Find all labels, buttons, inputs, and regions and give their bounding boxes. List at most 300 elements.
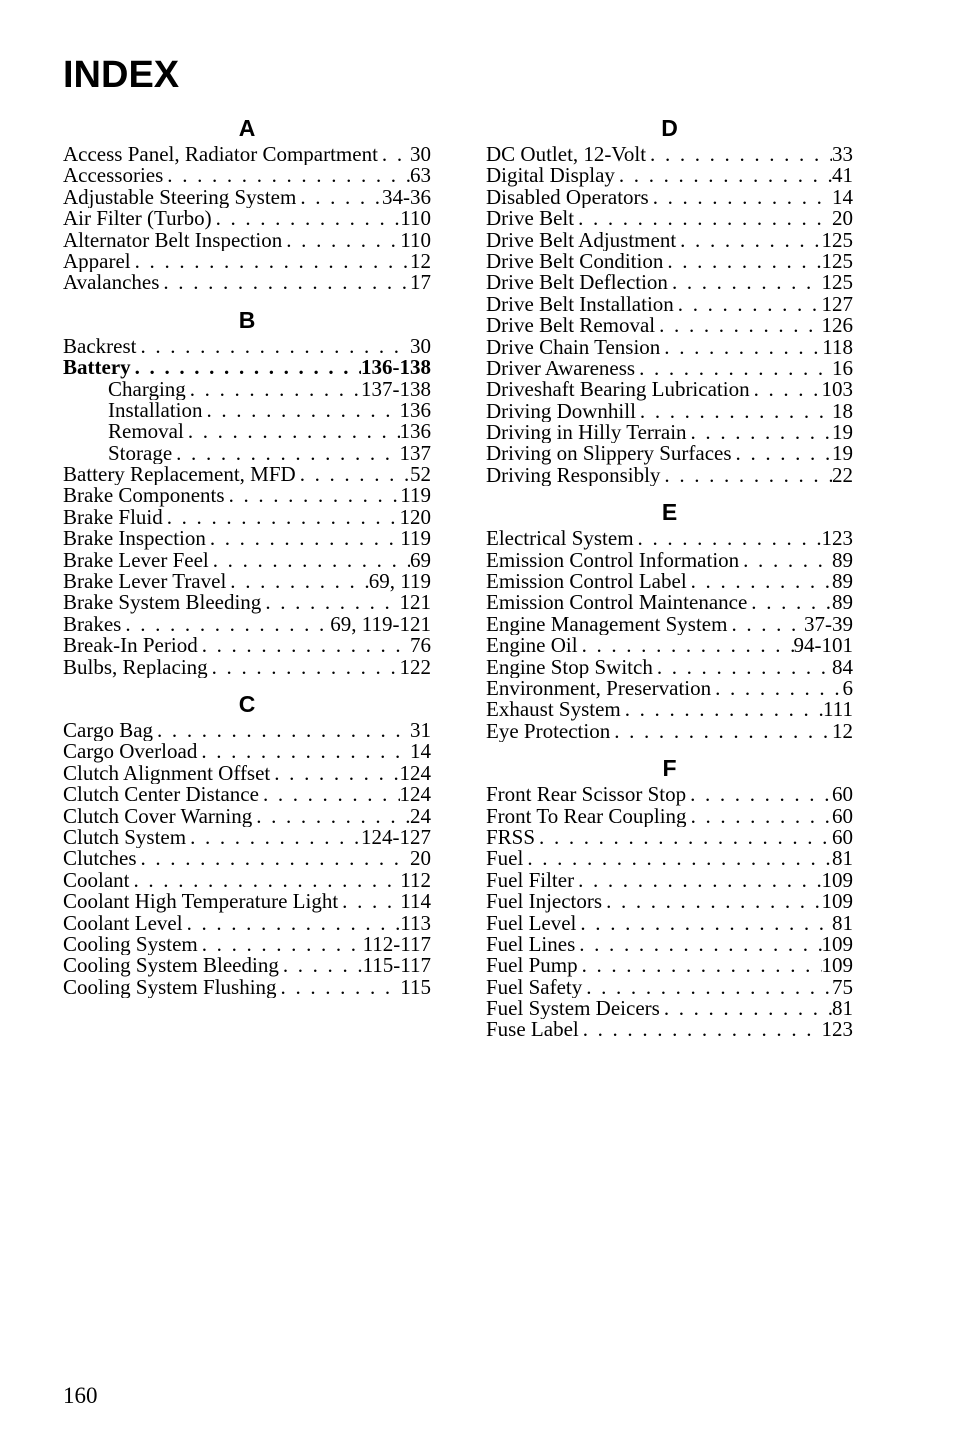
index-entry: [486, 337, 853, 358]
dot-leader: [197, 741, 410, 762]
dot-leader: [576, 913, 832, 934]
dot-leader: [261, 592, 399, 613]
dot-leader: [687, 422, 832, 443]
entry-term: Installation: [108, 399, 203, 422]
dot-leader: [660, 465, 832, 486]
entry-term: Break-In Period: [63, 635, 198, 657]
entry-page: 12: [832, 720, 853, 743]
entry-page: 125: [821, 250, 853, 273]
index-entry: [486, 315, 853, 336]
entry-page: 109: [821, 891, 853, 913]
entry-page: 69: [410, 549, 431, 572]
entry-term: Drive Belt Installation: [486, 293, 674, 316]
entry-term: Fuel Pump: [486, 955, 578, 977]
index-entry: [63, 464, 431, 485]
entry-term: Disabled Operators: [486, 186, 649, 209]
entry-term: Driveshaft Bearing Lubrication: [486, 379, 750, 401]
dot-leader: [338, 891, 400, 912]
index-entry: [63, 657, 431, 678]
index-entry: [63, 784, 431, 805]
dot-leader: [578, 635, 794, 656]
index-entry: [63, 934, 431, 955]
entry-page: 125: [821, 229, 853, 251]
entry-term: Brake Inspection: [63, 528, 206, 550]
entry-page: 17: [410, 272, 431, 294]
entry-page: 124: [399, 784, 431, 806]
index-subentry: [63, 443, 431, 464]
section-letter: D: [661, 115, 678, 141]
entry-page: 18: [832, 400, 853, 423]
entry-term: Avalanches: [63, 272, 160, 294]
entry-page: 136-138: [361, 357, 431, 379]
index-entry: [486, 913, 853, 934]
entry-page: 121: [399, 592, 431, 614]
entry-page: 69, 119: [368, 571, 431, 593]
index-entry: [486, 784, 853, 805]
dot-leader: [750, 379, 822, 400]
dot-leader: [184, 421, 400, 442]
index-section: [486, 494, 853, 742]
index-entry: [486, 187, 853, 208]
dot-leader: [279, 955, 363, 976]
index-entry: [63, 635, 431, 656]
dot-leader: [732, 443, 832, 464]
index-entry: [63, 913, 431, 934]
dot-leader: [186, 827, 361, 848]
entry-page: 14: [410, 741, 431, 763]
dot-leader: [686, 784, 832, 805]
page-title: INDEX: [63, 54, 180, 96]
entry-term: Eye Protection: [486, 720, 611, 743]
index-entry: [486, 571, 853, 592]
dot-leader: [579, 1019, 822, 1040]
entry-page: 137-138: [361, 378, 431, 400]
index-subentry: [63, 421, 431, 442]
entry-page: 118: [822, 336, 853, 358]
dot-leader: [270, 763, 399, 784]
entry-term: Drive Belt: [486, 208, 575, 230]
entry-term: DC Outlet, 12-Volt: [486, 144, 647, 166]
entry-page: 89: [832, 549, 853, 572]
entry-page: 112-117: [362, 933, 431, 956]
dot-leader: [711, 678, 842, 699]
dot-leader: [578, 955, 822, 976]
dot-leader: [163, 165, 410, 186]
dot-leader: [186, 379, 361, 400]
dot-leader: [212, 208, 401, 229]
dot-leader: [208, 657, 400, 678]
index-entry: [486, 230, 853, 251]
entry-term: Cargo Overload: [63, 741, 198, 763]
entry-term: Apparel: [63, 250, 131, 273]
entry-page: 89: [832, 592, 853, 614]
entry-page: 41: [832, 165, 853, 187]
dot-leader: [183, 913, 401, 934]
dot-leader: [655, 315, 821, 336]
entry-page: 89: [832, 571, 853, 593]
entry-page: 34-36: [382, 186, 431, 209]
dot-leader: [535, 827, 832, 848]
index-section: [63, 686, 431, 998]
index-entry: [63, 485, 431, 506]
index-entry: [63, 208, 431, 229]
entry-page: 30: [410, 144, 431, 166]
index-entry: [486, 699, 853, 720]
dot-leader: [137, 848, 411, 869]
entry-term: Emission Control Information: [486, 549, 740, 572]
index-entry: [63, 550, 431, 571]
dot-leader: [610, 721, 832, 742]
dot-leader: [634, 528, 822, 549]
entry-page: 103: [821, 379, 853, 401]
entry-term: Coolant High Temperature Light: [63, 891, 339, 913]
entry-term: Fuse Label: [486, 1019, 579, 1041]
index-entry: [63, 870, 431, 891]
index-entry: [486, 443, 853, 464]
index-entry: [486, 827, 853, 848]
dot-leader: [674, 294, 822, 315]
entry-page: 24: [410, 805, 431, 827]
index-entry: [486, 294, 853, 315]
dot-leader: [660, 337, 822, 358]
section-letter: F: [662, 755, 677, 782]
entry-term: Fuel Level: [486, 912, 577, 934]
entry-page: 6: [842, 677, 853, 700]
dot-leader: [621, 699, 823, 720]
index-section: [63, 302, 431, 678]
entry-page: 136: [399, 421, 431, 443]
entry-page: 111: [823, 699, 853, 721]
entry-term: Brake Fluid: [63, 506, 163, 529]
entry-page: 110: [400, 208, 431, 230]
dot-leader: [636, 401, 832, 422]
dot-leader: [574, 870, 821, 891]
entry-page: 81: [832, 912, 853, 934]
entry-term: FRSS: [486, 826, 536, 849]
index-entry: [63, 357, 431, 378]
dot-leader: [635, 358, 832, 379]
entry-term: Front Rear Scissor Stop: [486, 784, 687, 806]
index-entry: [63, 848, 431, 869]
entry-term: Brake Lever Travel: [63, 571, 227, 593]
dot-leader: [202, 400, 399, 421]
entry-term: Front To Rear Coupling: [486, 805, 687, 827]
dot-leader: [602, 891, 821, 912]
entry-term: Brake Components: [63, 485, 225, 507]
dot-leader: [172, 443, 399, 464]
index-column-left: [63, 110, 431, 998]
index-entry: [63, 891, 431, 912]
index-column-right: [486, 110, 853, 1041]
index-entry: [486, 144, 853, 165]
entry-term: Engine Oil: [486, 635, 578, 657]
entry-term: Coolant Level: [63, 912, 183, 934]
entry-page: 136: [399, 399, 431, 422]
entry-page: 137: [399, 442, 431, 465]
entry-page: 33: [832, 144, 853, 166]
entry-page: 75: [832, 976, 853, 999]
dot-leader: [653, 657, 832, 678]
index-entry: [63, 336, 431, 357]
entry-page: 122: [399, 656, 431, 678]
dot-leader: [136, 336, 410, 357]
section-letter: C: [238, 690, 256, 717]
entry-term: Emission Control Label: [486, 571, 687, 593]
index-entry: [486, 614, 853, 635]
index-entry: [486, 401, 853, 422]
section-letter: A: [238, 115, 256, 141]
entry-page: 115: [400, 976, 431, 999]
index-entry: [486, 165, 853, 186]
entry-term: Fuel Safety: [486, 976, 583, 999]
entry-page: 16: [832, 357, 853, 380]
entry-term: Driving in Hilly Terrain: [486, 422, 687, 444]
dot-leader: [130, 870, 401, 891]
index-entry: [486, 998, 853, 1019]
entry-page: 81: [832, 998, 853, 1020]
entry-page: 119: [400, 528, 431, 550]
entry-page: 109: [821, 869, 853, 892]
dot-leader: [615, 165, 832, 186]
entry-page: 120: [399, 506, 431, 529]
index-entry: [63, 806, 431, 827]
entry-page: 60: [832, 784, 853, 806]
dot-leader: [739, 550, 832, 571]
index-entry: [486, 358, 853, 379]
index-entry: [486, 465, 853, 486]
dot-leader: [198, 635, 410, 656]
index-entry: [486, 870, 853, 891]
dot-leader: [668, 272, 822, 293]
index-entry: [486, 550, 853, 571]
entry-term: Driving Downhill: [486, 400, 636, 423]
index-entry: [63, 528, 431, 549]
entry-term: Alternator Belt Inspection: [63, 229, 283, 251]
dot-leader: [663, 251, 821, 272]
dot-leader: [277, 977, 401, 998]
dot-leader: [523, 848, 832, 869]
entry-page: 124: [399, 762, 431, 785]
index-entry: [63, 507, 431, 528]
entry-page: 19: [832, 422, 853, 444]
index-section: [486, 750, 853, 1041]
entry-term: Brakes: [63, 613, 122, 636]
entry-term: Fuel: [486, 848, 524, 870]
index-entry: [486, 1019, 853, 1040]
dot-leader: [296, 464, 410, 485]
entry-page: 119: [400, 485, 431, 507]
entry-page: 84: [832, 656, 853, 678]
entry-page: 20: [410, 848, 431, 870]
entry-term: Driving Responsibly: [486, 464, 661, 487]
entry-term: Brake Lever Feel: [63, 549, 209, 572]
entry-term: Driver Awareness: [486, 357, 636, 380]
entry-term: Fuel Lines: [486, 933, 576, 956]
dot-leader: [163, 507, 400, 528]
entry-page: 114: [400, 891, 431, 913]
index-entry: [486, 592, 853, 613]
entry-page: 115-117: [362, 955, 431, 977]
index-entry: [63, 592, 431, 613]
section-letter: E: [661, 499, 678, 526]
entry-page: 52: [410, 464, 431, 486]
dot-leader: [646, 144, 832, 165]
dot-leader: [378, 144, 410, 165]
entry-page: 31: [410, 719, 431, 742]
entry-term: Bulbs, Replacing: [63, 656, 208, 678]
entry-term: Drive Chain Tension: [486, 336, 661, 358]
entry-term: Exhaust System: [486, 699, 621, 721]
dot-leader: [131, 357, 361, 378]
index-entry: [486, 272, 853, 293]
dot-leader: [282, 230, 400, 251]
entry-term: Clutch System: [63, 826, 187, 849]
dot-leader: [574, 208, 832, 229]
entry-page: 14: [832, 186, 853, 209]
index-entry: [486, 891, 853, 912]
entry-term: Engine Management System: [486, 613, 728, 636]
entry-page: 94-101: [793, 635, 853, 657]
entry-term: Access Panel, Radiator Compartment: [63, 144, 378, 166]
entry-page: 113: [400, 912, 431, 934]
index-entry: [63, 571, 431, 592]
index-entry: [486, 806, 853, 827]
dot-leader: [582, 977, 832, 998]
entry-page: 69, 119-121: [330, 613, 431, 636]
entry-page: 76: [410, 635, 431, 657]
entry-page: 81: [832, 848, 853, 870]
entry-term: Drive Belt Condition: [486, 250, 664, 273]
entry-term: Cooling System Bleeding: [63, 955, 279, 977]
index-subentry: [63, 379, 431, 400]
entry-page: 60: [832, 826, 853, 849]
index-entry: [63, 827, 431, 848]
dot-leader: [159, 272, 410, 293]
dot-leader: [687, 571, 832, 592]
entry-term: Drive Belt Adjustment: [486, 229, 677, 251]
entry-term: Air Filter (Turbo): [63, 208, 212, 230]
index-entry: [63, 977, 431, 998]
index-entry: [486, 934, 853, 955]
index-entry: [486, 848, 853, 869]
index-entry: [63, 763, 431, 784]
entry-term: Drive Belt Removal: [486, 315, 656, 337]
entry-term: Fuel System Deicers: [486, 998, 660, 1020]
entry-term: Drive Belt Deflection: [486, 272, 668, 294]
index-entry: [63, 741, 431, 762]
entry-term: Cooling System: [63, 933, 198, 956]
entry-page: 123: [821, 528, 853, 550]
dot-leader: [131, 251, 410, 272]
index-subentry: [63, 400, 431, 421]
entry-term: Cargo Bag: [63, 719, 154, 742]
entry-page: 125: [821, 272, 853, 294]
entry-term: Digital Display: [486, 165, 615, 187]
index-entry: [486, 208, 853, 229]
entry-term: Clutch Cover Warning: [63, 805, 253, 827]
dot-leader: [575, 934, 821, 955]
entry-term: Fuel Filter: [486, 869, 575, 892]
index-entry: [63, 144, 431, 165]
dot-leader: [727, 614, 804, 635]
entry-term: Clutches: [63, 848, 137, 870]
index-entry: [486, 955, 853, 976]
entry-term: Charging: [108, 378, 186, 400]
entry-page: 124-127: [361, 826, 431, 849]
index-entry: [63, 187, 431, 208]
dot-leader: [226, 571, 368, 592]
index-entry: [63, 614, 431, 635]
dot-leader: [687, 806, 832, 827]
dot-leader: [153, 720, 410, 741]
index-entry: [486, 977, 853, 998]
section-letter: B: [238, 306, 256, 333]
entry-page: 126: [821, 315, 853, 337]
dot-leader: [296, 187, 382, 208]
index-entry: [486, 251, 853, 272]
index-entry: [486, 528, 853, 549]
entry-page: 19: [832, 443, 853, 465]
index-entry: [63, 955, 431, 976]
index-entry: [486, 635, 853, 656]
entry-page: 110: [400, 229, 431, 251]
entry-page: 20: [832, 208, 853, 230]
entry-term: Backrest: [63, 335, 137, 358]
entry-page: 63: [410, 165, 431, 187]
entry-term: Fuel Injectors: [486, 891, 603, 913]
entry-term: Clutch Alignment Offset: [63, 762, 271, 785]
entry-term: Brake System Bleeding: [63, 592, 262, 614]
entry-page: 109: [821, 933, 853, 956]
dot-leader: [259, 784, 400, 805]
entry-term: Storage: [108, 442, 173, 465]
entry-page: 60: [832, 805, 853, 827]
entry-page: 112: [400, 869, 431, 892]
index-entry: [63, 272, 431, 293]
entry-term: Environment, Preservation: [486, 677, 712, 700]
index-entry: [63, 165, 431, 186]
entry-term: Adjustable Steering System: [63, 186, 297, 209]
entry-page: 123: [821, 1019, 853, 1041]
entry-page: 30: [410, 335, 431, 358]
index-section: [486, 110, 853, 486]
index-entry: [486, 379, 853, 400]
entry-page: 37-39: [804, 613, 853, 636]
dot-leader: [198, 934, 363, 955]
entry-term: Coolant: [63, 869, 130, 892]
entry-term: Driving on Slippery Surfaces: [486, 443, 732, 465]
dot-leader: [225, 485, 401, 506]
entry-term: Clutch Center Distance: [63, 784, 259, 806]
index-entry: [63, 251, 431, 272]
index-entry: [63, 720, 431, 741]
entry-term: Emission Control Maintenance: [486, 592, 748, 614]
index-entry: [486, 657, 853, 678]
entry-page: 12: [410, 250, 431, 273]
entry-term: Accessories: [63, 165, 164, 187]
entry-term: Battery Replacement, MFD: [63, 464, 296, 486]
entry-page: 109: [821, 955, 853, 977]
dot-leader: [209, 550, 410, 571]
index-entry: [63, 230, 431, 251]
dot-leader: [206, 528, 400, 549]
index-entry: [486, 721, 853, 742]
entry-page: 22: [832, 464, 853, 487]
dot-leader: [747, 592, 832, 613]
entry-page: 127: [821, 293, 853, 316]
page-number: 160: [63, 1383, 98, 1408]
index-section: [63, 110, 431, 294]
